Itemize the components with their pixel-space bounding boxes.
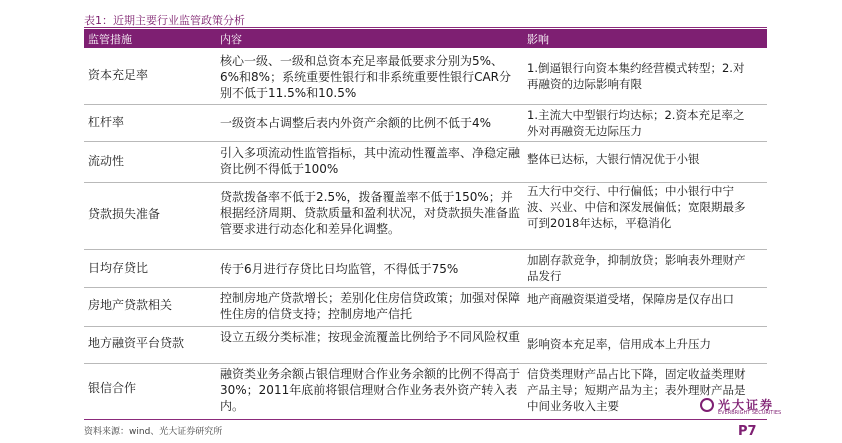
row-content: 一级资本占调整后表内外资产余额的比例不低于4% [220,116,492,130]
row-content: 核心一级、一级和总资本充足率最低要求分别为5%、6%和8%；系统重要性银行和非系统重要性银行CAR分别不低于11.5%和10.5% [220,54,512,100]
watermark-en: EVERBRIGHT SECURITIES [718,410,782,416]
table-row [84,250,767,287]
row-measure: 房地产贷款相关 [88,298,173,312]
table-row [84,327,767,363]
table-row [84,50,767,104]
footer-rule [84,419,767,420]
row-content: 传于6月进行存贷比日均监管，不得低于75% [220,262,459,276]
row-content: 融资类业务余额占银信理财合作业务余额的比例不得高于30%；2011年底前将银信理财合作业务表外资产转入表内。 [220,367,521,413]
table-title: 表1：近期主要行业监管政策分析 [84,14,245,27]
row-content: 引入多项流动性监管指标，其中流动性覆盖率、净稳定融资比例不得低于100% [220,146,521,176]
row-impact: 五大行中交行、中行偏低；中小银行中宁波、兴业、中信和深发展偏低；宽限期最多可到2018年达标，平稳消化 [527,184,746,230]
row-content: 贷款拨备率不低于2.5%，拨备覆盖率不低于150%；并根据经济周期、贷款质量和盈利状况，对贷款损失准备监管要求进行动态化和差异化调整。 [220,190,521,236]
brand-watermark [700,396,820,418]
page-number: P7 [738,424,757,439]
table-row [84,142,767,182]
row-content: 设立五级分类标准；按现金流覆盖比例给予不同风险权重 [220,330,521,344]
row-measure: 资本充足率 [88,68,149,82]
row-measure: 日均存贷比 [88,261,149,275]
row-measure: 贷款损失准备 [88,207,161,221]
row-impact: 1.倒逼银行向资本集约经营模式转型；2.对再融资的边际影响有限 [527,61,745,91]
row-impact: 影响资本充足率，信用成本上升压力 [527,337,711,351]
header-content: 内容 [220,33,242,46]
source-note: 资料来源：wind、光大证券研究所 [84,427,223,437]
table-header [84,29,767,48]
row-measure: 流动性 [88,154,125,168]
row-impact: 信贷类理财产品占比下降，固定收益类理财产品主导；短期产品为主；表外理财产品是中间业务收入主要 [527,367,746,413]
row-content: 控制房地产贷款增长；差别化住房信贷政策；加强对保障性住房的信贷支持；控制房地产信托 [220,291,521,321]
table-row [84,105,767,141]
row-impact: 整体已达标，大银行情况优于小银 [527,152,700,166]
row-impact: 地产商融资渠道受堵，保障房是仅存出口 [527,292,734,306]
watermark-cn: 光大证券 [718,398,775,412]
row-measure: 银信合作 [88,381,137,395]
header-measure: 监管措施 [88,33,132,46]
title-rule [84,27,767,28]
row-impact: 加剧存款竞争，抑制放贷；影响表外理财产品发行 [527,253,746,283]
table-row [84,183,767,249]
row-measure: 杠杆率 [88,115,125,129]
header-impact: 影响 [527,33,549,46]
row-impact: 1.主流大中型银行均达标；2.资本充足率之外对再融资无边际压力 [527,108,745,138]
table-row [84,364,767,418]
row-measure: 地方融资平台贷款 [88,336,185,350]
brand-logo-icon [700,398,714,412]
table-row [84,288,767,326]
